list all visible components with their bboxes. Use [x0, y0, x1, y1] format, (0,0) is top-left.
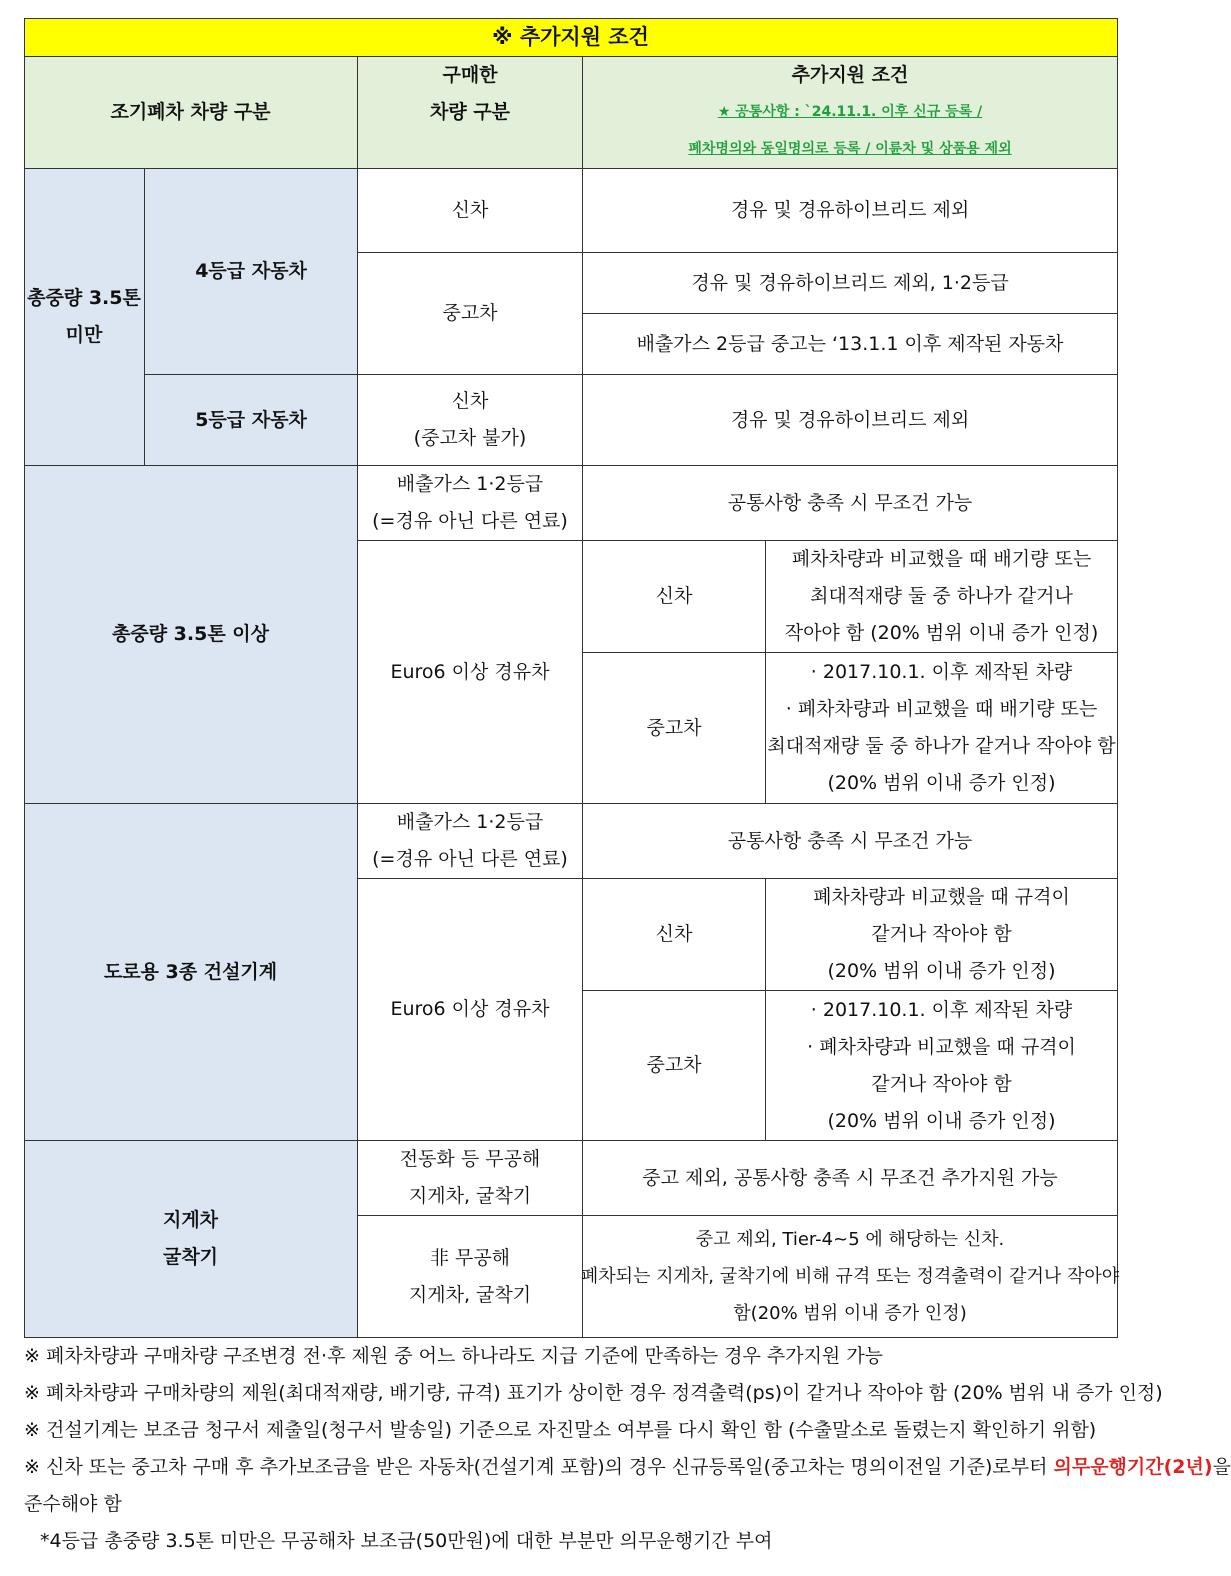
heavy-new-car-condition: [766, 541, 1118, 653]
purchase-non-zero-line2: 지게차, 굴착기: [408, 1283, 532, 1306]
purchase-emission-grade-1-2: [358, 804, 583, 879]
footnote-3: ※ 건설기계는 보조금 청구서 제출일(청구서 발송일) 기준으로 자진말소 여부를 다시 확인 함 (수출말소로 돌렸는지 확인하기 위함): [24, 1419, 1097, 1441]
construction-used-condition: [766, 991, 1118, 1141]
condition-line: 같거나 작아야 함: [871, 923, 1012, 945]
header-purchase-line1: 구매한: [442, 64, 498, 86]
condition-line: 최대적재량 둘 중 하나가 같거나 작아야 함: [767, 735, 1116, 757]
purchase-grade5-line2: (중고차 불가): [413, 427, 527, 449]
purchase-zero-emission-line1: 전동화 등 무공해: [399, 1148, 541, 1170]
condition-grade5: 경유 및 경유하이브리드 제외: [583, 375, 1118, 466]
condition-line: 폐차차량과 비교했을 때 배기량 또는: [791, 548, 1092, 570]
purchase-used-car: 중고차: [358, 253, 583, 375]
condition-line: 작아야 함 (20% 범위 이내 증가 인정): [784, 622, 1099, 644]
condition-line: 폐차되는 지게차, 굴착기에 비해 규격 또는 정격출력이 같거나 작아야: [580, 1266, 1120, 1287]
condition-line: (20% 범위 이내 증가 인정): [827, 1109, 1056, 1132]
footnotes: [24, 1338, 1231, 1560]
purchase-emission-line2: (=경유 아닌 다른 연료): [372, 510, 568, 532]
construction-new-condition: [766, 879, 1118, 991]
purchase-euro6-diesel: Euro6 이상 경유차: [358, 879, 583, 1141]
footnote-4-suffix: 을: [1212, 1456, 1231, 1478]
purchase-non-zero-emission: [358, 1216, 583, 1338]
heavy-used-car-condition: [766, 653, 1118, 804]
footnote-4: [24, 1449, 1231, 1486]
header-purchase-category: [358, 57, 583, 169]
header-purchase-line2: 차량 구분: [429, 101, 511, 123]
header-conditions: [583, 57, 1118, 169]
footnote-2: ※ 폐차차량과 구매차량의 제원(최대적재량, 배기량, 규격) 표기가 상이한 경우 정격출력(ps)이 같거나 작아야 함 (20% 범위 내 증가 인정): [24, 1382, 1163, 1404]
condition-emission-grade-1-2: 공통사항 충족 시 무조건 가능: [583, 466, 1118, 541]
common-requirement-note-2: 폐차명의와 동일명의로 등록 / 이륜차 및 상품용 제외: [688, 141, 1012, 157]
purchase-emission-grade-1-2: [358, 466, 583, 541]
label-forklift: 지게차: [162, 1209, 219, 1231]
purchase-non-zero-line1: 非 무공해: [429, 1246, 511, 1269]
label-under-3-5t: [24, 169, 145, 466]
condition-non-zero-emission: [580, 1216, 1120, 1338]
label-forklift-excavator: [24, 1141, 358, 1338]
footnote-4-text: ※ 신차 또는 중고차 구매 후 추가보조금을 받은 자동차(건설기계 포함)의 경우 신규등록일(중고차는 명의이전일 기준)로부터: [24, 1456, 1054, 1478]
purchase-zero-emission: [358, 1141, 583, 1216]
label-grade5-vehicle: 5등급 자동차: [145, 375, 358, 466]
purchase-grade5: [358, 375, 583, 466]
construction-new-label: 신차: [583, 879, 766, 991]
condition-used-car-1: 경유 및 경유하이브리드 제외, 1·2등급: [583, 253, 1118, 314]
support-conditions-table: [24, 18, 1118, 1338]
condition-line: 중고 제외, Tier-4~5 에 해당하는 신차.: [695, 1229, 1005, 1250]
purchase-emission-line1: 배출가스 1·2등급: [396, 473, 544, 495]
condition-new-car: 경유 및 경유하이브리드 제외: [583, 169, 1118, 253]
condition-line: · 폐차차량과 비교했을 때 배기량 또는: [785, 698, 1098, 720]
condition-line: 최대적재량 둘 중 하나가 같거나: [810, 585, 1073, 607]
construction-used-label: 중고차: [583, 991, 766, 1141]
label-under-3-5t-line2: 미만: [65, 324, 103, 346]
mandatory-operation-period: 의무운행기간(2년): [1053, 1456, 1213, 1478]
condition-line: 폐차차량과 비교했을 때 규격이: [813, 886, 1070, 908]
purchase-grade5-line1: 신차: [451, 390, 489, 412]
purchase-new-car: 신차: [358, 169, 583, 253]
header-conditions-title: 추가지원 조건: [791, 64, 909, 86]
purchase-zero-emission-line2: 지게차, 굴착기: [408, 1185, 532, 1207]
condition-zero-emission: 중고 제외, 공통사항 충족 시 무조건 추가지원 가능: [583, 1141, 1118, 1216]
footnote-4-continued: 준수해야 함: [24, 1493, 122, 1515]
table-title: ※ 추가지원 조건: [24, 18, 1118, 57]
condition-line: · 2017.10.1. 이후 제작된 차량: [810, 998, 1073, 1021]
condition-line: 같거나 작아야 함: [871, 1072, 1012, 1095]
common-requirement-note-1: ★ 공통사항 : `24.11.1. 이후 신규 등록 /: [717, 104, 983, 120]
header-scrap-category: 조기폐차 차량 구분: [24, 57, 358, 169]
condition-line: · 2017.10.1. 이후 제작된 차량: [810, 661, 1073, 683]
label-under-3-5t-line1: 총중량 3.5톤: [27, 287, 141, 309]
purchase-emission-line1: 배출가스 1·2등급: [396, 811, 544, 833]
heavy-new-car-label: 신차: [583, 541, 766, 653]
footnote-5: *4등급 총중량 3.5톤 미만은 무공해차 보조금(50만원)에 대한 부분만 의무운행기간 부여: [40, 1530, 773, 1552]
condition-line: (20% 범위 이내 증가 인정): [827, 772, 1056, 794]
purchase-euro6-diesel: Euro6 이상 경유차: [358, 541, 583, 804]
condition-line: 함(20% 범위 이내 증가 인정): [733, 1303, 967, 1324]
footnote-1: ※ 폐차차량과 구매차량 구조변경 전·후 제원 중 어느 하나라도 지급 기준에 만족하는 경우 추가지원 가능: [24, 1345, 884, 1367]
label-over-3-5t: 총중량 3.5톤 이상: [24, 466, 358, 804]
label-grade4-vehicle: 4등급 자동차: [145, 169, 358, 375]
purchase-emission-line2: (=경유 아닌 다른 연료): [372, 848, 568, 870]
heavy-used-car-label: 중고차: [583, 653, 766, 804]
condition-used-car-2: 배출가스 2등급 중고는 ‘13.1.1 이후 제작된 자동차: [583, 314, 1118, 375]
condition-line: · 폐차차량과 비교했을 때 규격이: [807, 1035, 1076, 1058]
label-excavator: 굴착기: [162, 1246, 219, 1268]
condition-line: (20% 범위 이내 증가 인정): [827, 960, 1056, 982]
condition-emission-grade-1-2: 공통사항 충족 시 무조건 가능: [583, 804, 1118, 879]
label-construction-machinery: 도로용 3종 건설기계: [24, 804, 358, 1141]
